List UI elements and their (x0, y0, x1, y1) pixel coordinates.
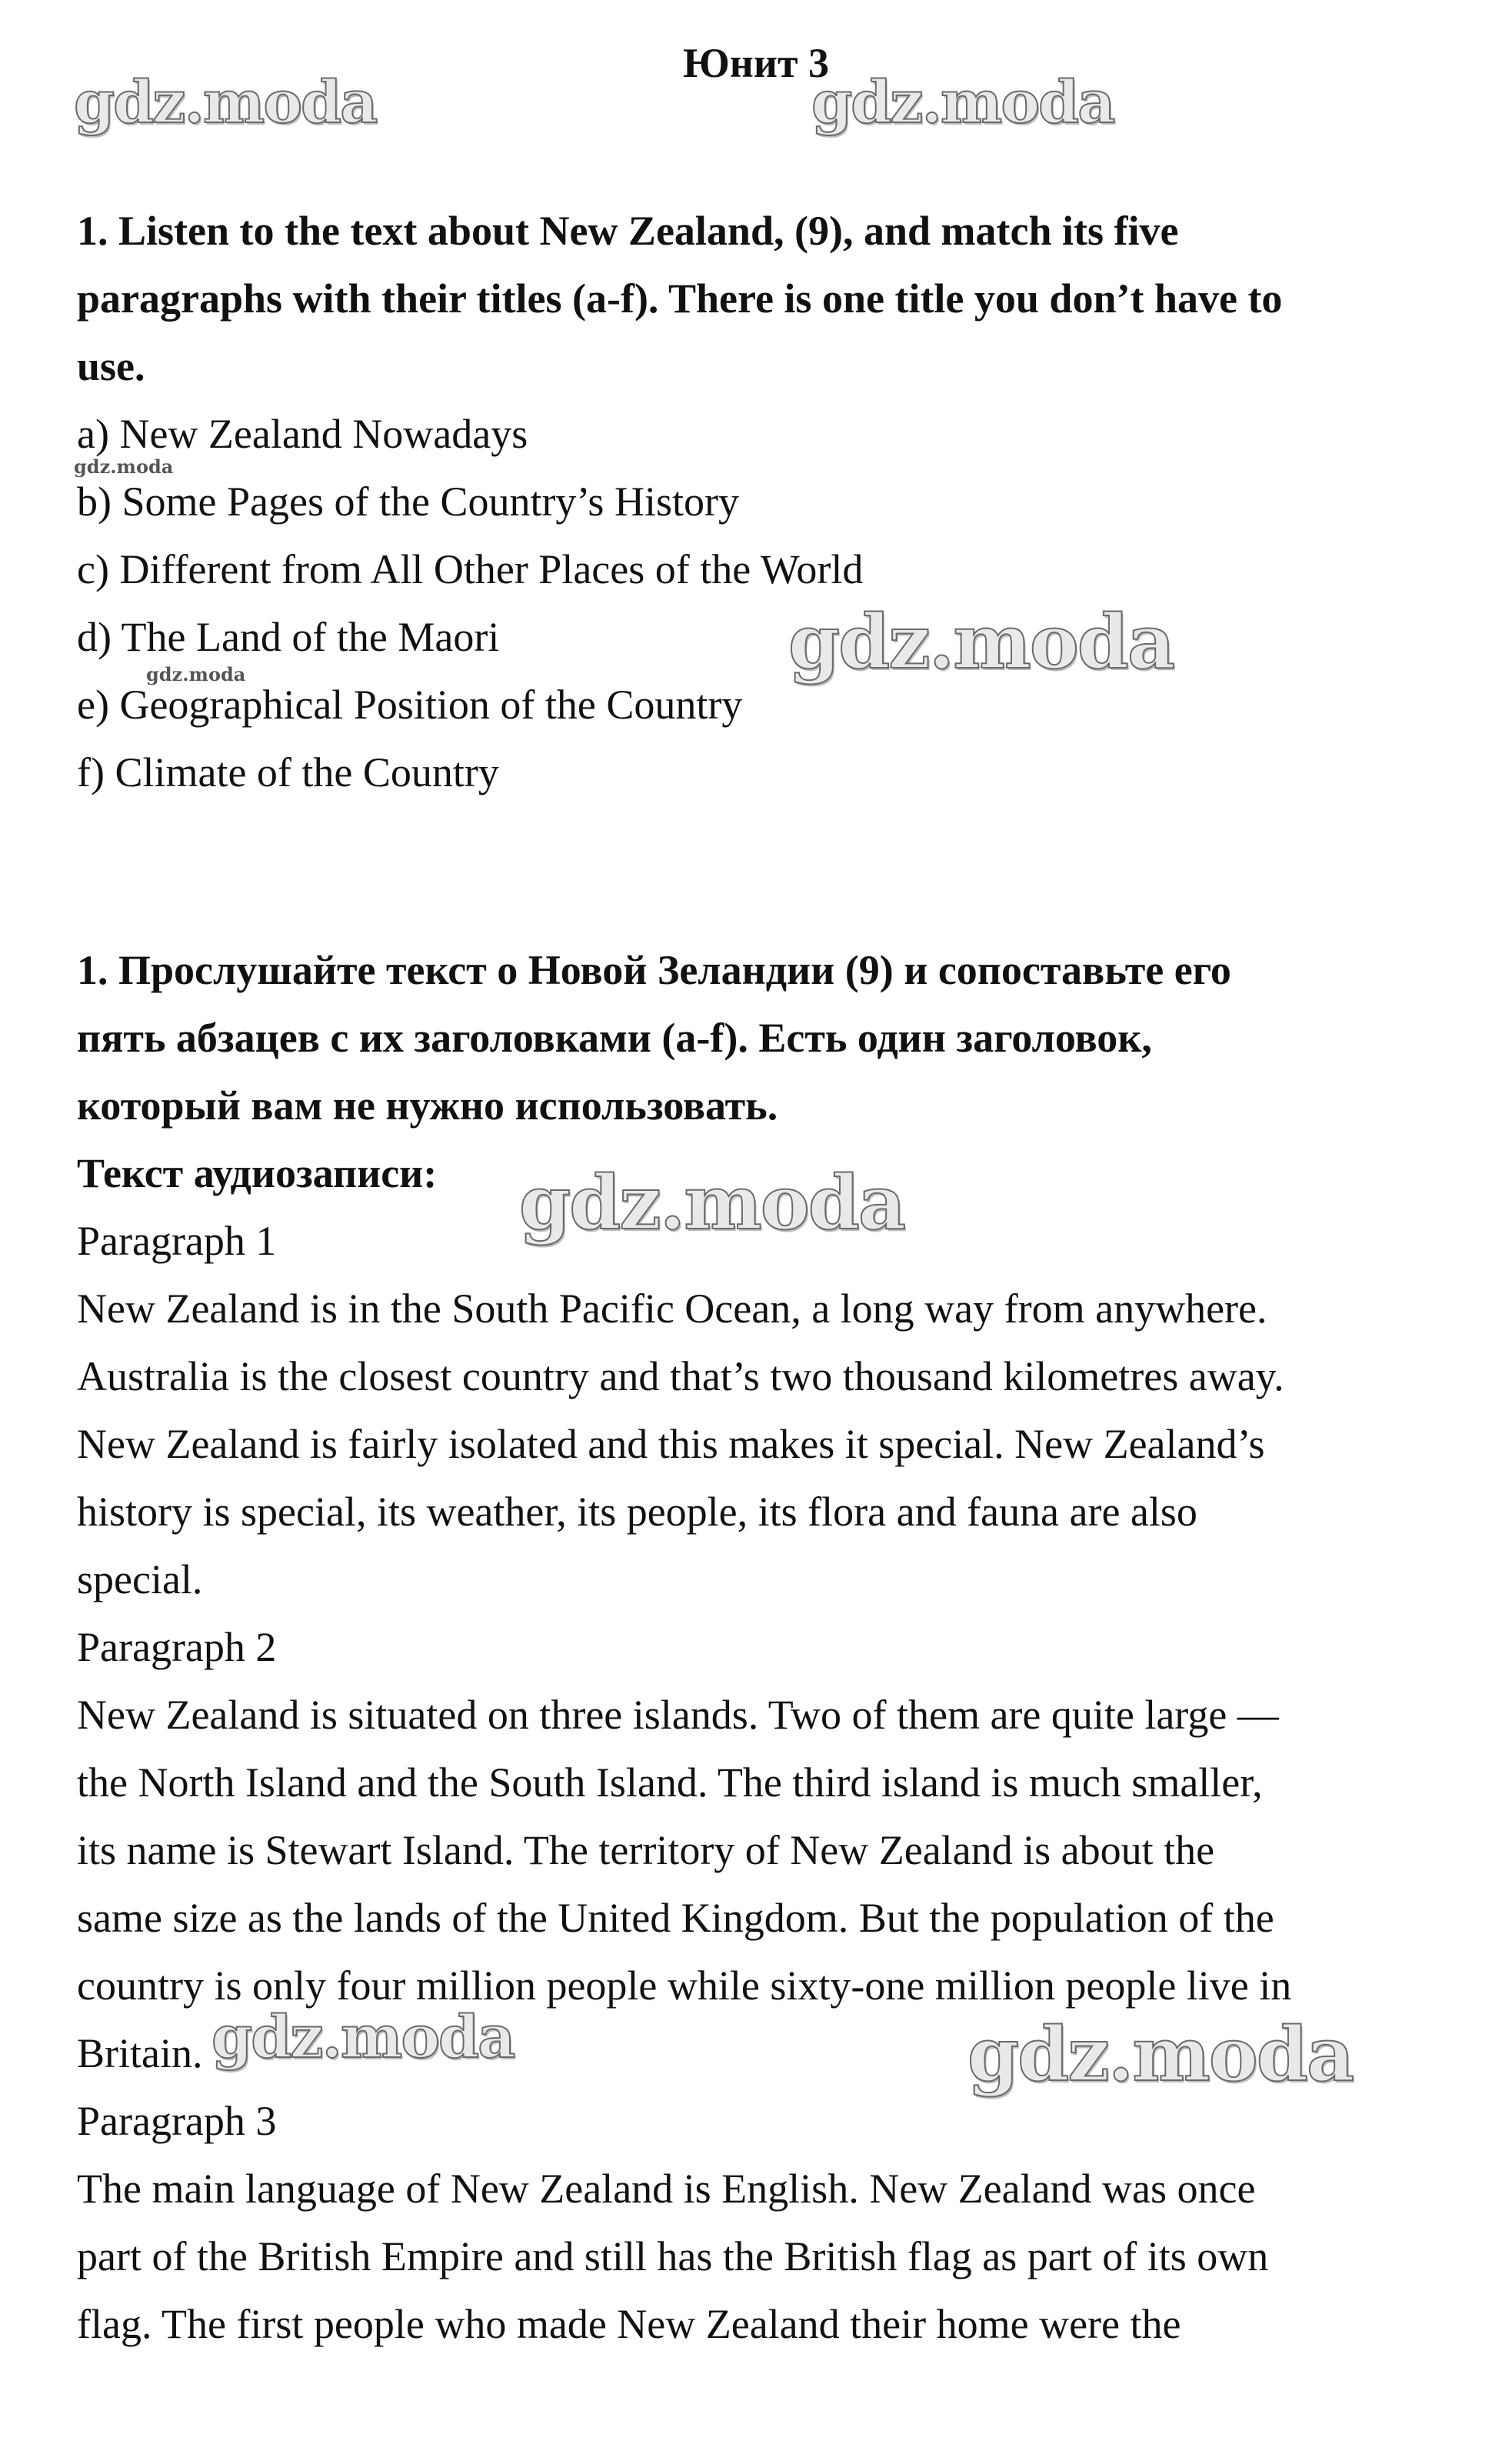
task-ru-instruction-line-3: который вам не нужно использовать. (77, 1082, 778, 1129)
task-en-instruction-line-1: 1. Listen to the text about New Zealand, (9), and match its five (77, 208, 1179, 254)
watermark: gdz.moda (967, 2011, 1354, 2098)
page-title: Юнит 3 (682, 40, 830, 86)
paragraph-2-line: the North Island and the South Island. The third island is much smaller, (77, 1759, 1263, 1806)
task-ru-instruction-line-2: пять абзацев с их заголовками (a-f). Есть один заголовок, (77, 1015, 1152, 1061)
paragraph-3-label: Paragraph 3 (77, 2098, 277, 2144)
title-option-c: c) Different from All Other Places of the World (77, 546, 864, 592)
paragraph-2-line: same size as the lands of the United Kingdom. But the population of the (77, 1895, 1274, 1941)
watermark: gdz.moda (74, 455, 174, 478)
paragraph-2-label: Paragraph 2 (77, 1624, 277, 1670)
paragraph-3-line: part of the British Empire and still has the British flag as part of its own (77, 2233, 1269, 2279)
title-option-b: b) Some Pages of the Country’s History (77, 479, 739, 525)
title-option-e: e) Geographical Position of the Country (77, 682, 743, 728)
watermark: gdz.moda (519, 1159, 905, 1246)
paragraph-1-line: New Zealand is fairly isolated and this makes it special. New Zealand’s (77, 1421, 1265, 1467)
paragraph-2-line: Britain. (77, 2030, 203, 2076)
title-option-a: a) New Zealand Nowadays (77, 411, 528, 457)
paragraph-2-line: New Zealand is situated on three islands. Two of them are quite large — (77, 1692, 1279, 1738)
paragraph-1-line: Australia is the closest country and that’s two thousand kilometres away. (77, 1353, 1284, 1399)
task-en-instruction-line-2: paragraphs with their titles (a-f). There is one title you don’t have to (77, 275, 1283, 322)
watermark: gdz.moda (74, 68, 377, 136)
watermark: gdz.moda (211, 2002, 515, 2071)
paragraph-2-line: its name is Stewart Island. The territory of New Zealand is about the (77, 1827, 1215, 1873)
paragraph-1-line: New Zealand is in the South Pacific Ocean, a long way from anywhere. (77, 1286, 1267, 1332)
paragraph-1-line: history is special, its weather, its people, its flora and fauna are also (77, 1489, 1197, 1535)
paragraph-1-line: special. (77, 1556, 203, 1602)
transcript-label: Текст аудиозаписи: (77, 1150, 438, 1196)
paragraph-3-line: The main language of New Zealand is English. New Zealand was once (77, 2166, 1256, 2212)
title-option-d: d) The Land of the Maori (77, 614, 500, 660)
watermark: gdz.moda (788, 599, 1174, 685)
paragraph-1-label: Paragraph 1 (77, 1218, 277, 1264)
task-en-instruction-line-3: use. (77, 343, 145, 389)
watermark: gdz.moda (146, 663, 246, 685)
paragraph-2-line: country is only four million people while sixty-one million people live in (77, 1962, 1292, 2009)
watermark: gdz.moda (811, 68, 1114, 136)
task-ru-instruction-line-1: 1. Прослушайте текст о Новой Зеландии (9) и сопоставьте его (77, 947, 1231, 993)
title-option-f: f) Climate of the Country (77, 749, 499, 795)
paragraph-3-line: flag. The first people who made New Zealand their home were the (77, 2301, 1181, 2347)
